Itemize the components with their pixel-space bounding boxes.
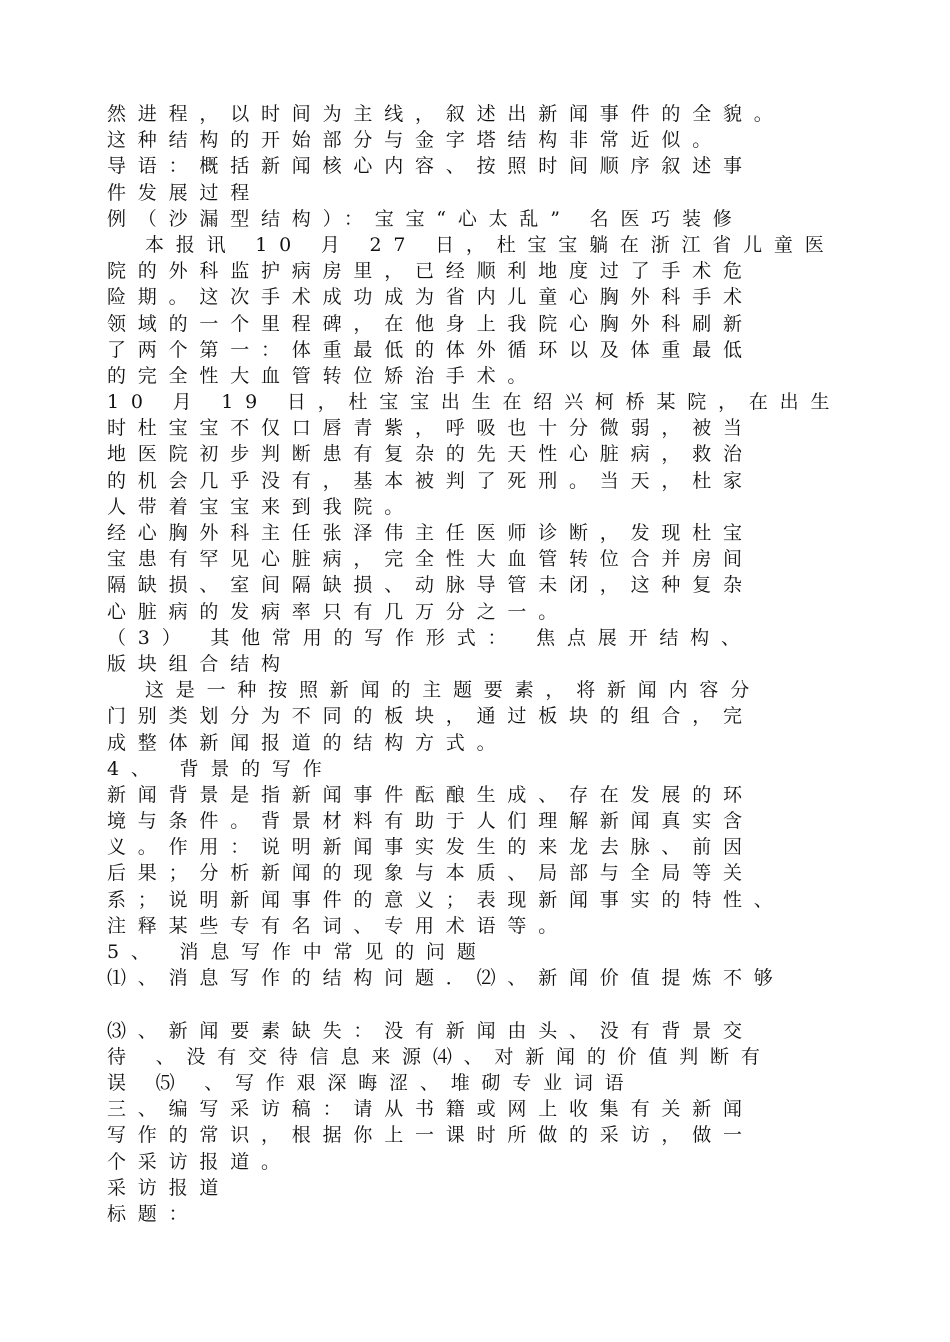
document-body <box>107 101 867 1227</box>
text-line: 隔缺损、室间隔缺损、动脉导管未闭，这种复杂 <box>107 574 754 597</box>
text-line: 导语：概括新闻核心内容、按照时间顺序叙述事 <box>107 155 754 178</box>
text-line: 的机会几乎没有，基本被判了死刑。当天，杜家 <box>107 469 754 492</box>
text-line: 人带着宝宝来到我院。 <box>107 495 416 518</box>
text-line: 心脏病的发病率只有几万分之一。 <box>107 600 570 623</box>
text-line: 注释某些专有名词、专用术语等。 <box>107 914 570 937</box>
text-line: 门别类划分为不同的板块，通过板块的组合，完 <box>107 705 754 728</box>
text-line: 误 ⑸ 、写作艰深晦涩、堆砌专业词语 <box>107 1071 636 1094</box>
text-line: 宝患有罕见心脏病，完全性大血管转位合并房间 <box>107 548 754 571</box>
text-line: 件发展过程 <box>107 181 262 204</box>
text-line: 标题： <box>107 1202 200 1225</box>
text-line: 院的外科监护病房里，已经顺利地度过了手术危 <box>107 260 754 283</box>
text-line: 这是一种按照新闻的主题要素，将新闻内容分 <box>145 679 762 702</box>
section-heading: 三、编写采访稿：请从书籍或网上收集有关新闻 <box>107 1098 754 1121</box>
example-heading: 例（沙漏型结构）：宝宝“心太乱” 名医巧装修 <box>107 207 744 230</box>
text-line: 个采访报道。 <box>107 1150 292 1173</box>
text-line: ⑶、新闻要素缺失：没有新闻由头、没有背景交 <box>107 1019 754 1042</box>
text-line: 本报讯 10 月 27 日，杜宝宝躺在浙江省儿童医 <box>145 233 836 256</box>
text-line: 地医院初步判断患有复杂的先天性心脏病，救治 <box>107 443 754 466</box>
text-line: 领域的一个里程碑，在他身上我院心胸外科刷新 <box>107 312 754 335</box>
text-line: 然进程，以时间为主线，叙述出新闻事件的全貌。 <box>107 103 785 125</box>
text-line: 的完全性大血管转位矫治手术。 <box>107 364 539 387</box>
section-heading: 4、 背景的写作 <box>107 757 334 780</box>
text-line: 新闻背景是指新闻事件酝酿生成、存在发展的环 <box>107 783 754 806</box>
text-line: ⑴、消息写作的结构问题．⑵、新闻价值提炼不够 <box>107 967 785 990</box>
text-line: 采访报道 <box>107 1176 231 1199</box>
text-line: 这种结构的开始部分与金字塔结构非常近似。 <box>107 129 724 152</box>
blank-line <box>107 991 867 1017</box>
text-line: 境与条件。背景材料有助于人们理解新闻真实含 <box>107 810 754 833</box>
text-line: 待 、没有交待信息来源⑷、对新闻的价值判断有 <box>107 1045 772 1068</box>
text-line: 版块组合结构 <box>107 652 292 675</box>
text-line: 险期。这次手术成功成为省内儿童心胸外科手术 <box>107 286 754 309</box>
text-line: 系；说明新闻事件的意义；表现新闻事实的特性、 <box>107 888 785 911</box>
section-heading: （3） 其他常用的写作形式： 焦点展开结构、 <box>107 626 752 649</box>
text-line: 后果；分析新闻的现象与本质、局部与全局等关 <box>107 862 754 885</box>
text-line: 成整体新闻报道的结构方式。 <box>107 731 508 754</box>
section-heading: 5、 消息写作中常见的问题 <box>107 941 488 963</box>
text-line: 10 月 19 日，杜宝宝出生在绍兴柯桥某院，在出生 <box>107 391 842 414</box>
text-line: 写作的常识，根据你上一课时所做的采访，做一 <box>107 1124 754 1147</box>
text-line: 了两个第一：体重最低的体外循环以及体重最低 <box>107 338 754 361</box>
text-line: 时杜宝宝不仅口唇青紫，呼吸也十分微弱，被当 <box>107 417 754 440</box>
text-line: 义。作用：说明新闻事实发生的来龙去脉、前因 <box>107 836 754 859</box>
text-line: 经心胸外科主任张泽伟主任医师诊断，发现杜宝 <box>107 522 754 544</box>
